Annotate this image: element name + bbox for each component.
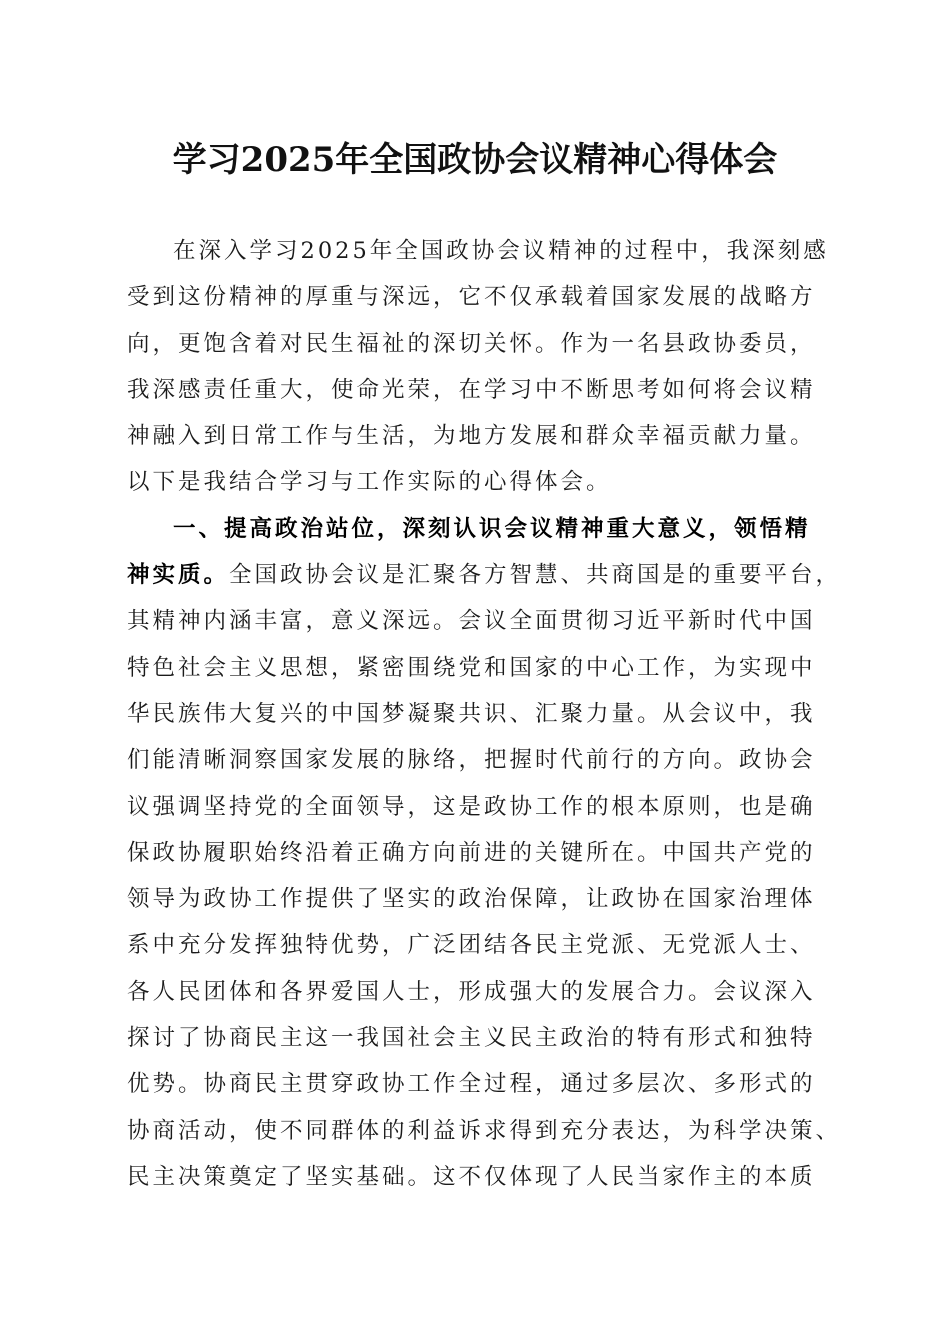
paragraph-2-line-2-rest: 全国政协会议是汇聚各方智慧、共商国是的重要平台， [229,562,842,589]
paragraph-2-line-9: 领导为政协工作提供了坚实的政治保障，让政协在国家治理体 [127,886,816,913]
paragraph-2-line-14: 协商活动，使不同群体的利益诉求得到充分表达，为科学决策、 [127,1117,842,1144]
paragraph-1-line-5: 神融入到日常工作与生活，为地方发展和群众幸福贡献力量。 [127,423,816,450]
document-body [127,228,842,1200]
paragraph-2-line-7: 议强调坚持党的全面领导，这是政协工作的根本原则，也是确 [127,793,816,820]
paragraph-2-line-13: 优势。协商民主贯穿政协工作全过程，通过多层次、多形式的 [127,1071,816,1098]
paragraph-1-line-6: 以下是我结合学习与工作实际的心得体会。 [127,469,612,496]
paragraph-2-line-15: 民主决策奠定了坚实基础。这不仅体现了人民当家作主的本质 [127,1163,816,1190]
paragraph-2-line-6: 们能清晰洞察国家发展的脉络，把握时代前行的方向。政协会 [127,747,816,774]
paragraph-2-line-4: 特色社会主义思想，紧密围绕党和国家的中心工作，为实现中 [127,654,816,681]
paragraph-2-line-11: 各人民团体和各界爱国人士，形成强大的发展合力。会议深入 [127,978,816,1005]
paragraph-1-line-1: 在深入学习2025年全国政协会议精神的过程中，我深刻感 [173,238,829,264]
section-heading-line-1: 一、提高政治站位，深刻认识会议精神重大意义，领悟精 [173,515,811,542]
paragraph-2-line-3: 其精神内涵丰富，意义深远。会议全面贯彻习近平新时代中国 [127,608,816,635]
paragraph-1-line-2: 受到这份精神的厚重与深远，它不仅承载着国家发展的战略方 [127,284,816,311]
paragraph-2-line-12: 探讨了协商民主这一我国社会主义民主政治的特有形式和独特 [127,1025,816,1052]
paragraph-1-line-3: 向，更饱含着对民生福祉的深切关怀。作为一名县政协委员， [127,330,816,357]
paragraph-2-line-8: 保政协履职始终沿着正确方向前进的关键所在。中国共产党的 [127,839,816,866]
section-heading-line-2: 神实质。 [127,562,230,589]
paragraph-2-line-2 [127,552,842,598]
paragraph-2-line-10: 系中充分发挥独特优势，广泛团结各民主党派、无党派人士、 [127,932,816,959]
paragraph-1-line-4: 我深感责任重大，使命光荣，在学习中不断思考如何将会议精 [127,376,816,403]
paragraph-2-line-5: 华民族伟大复兴的中国梦凝聚共识、汇聚力量。从会议中，我 [127,700,816,727]
document-title: 学习2025年全国政协会议精神心得体会 [172,140,778,180]
